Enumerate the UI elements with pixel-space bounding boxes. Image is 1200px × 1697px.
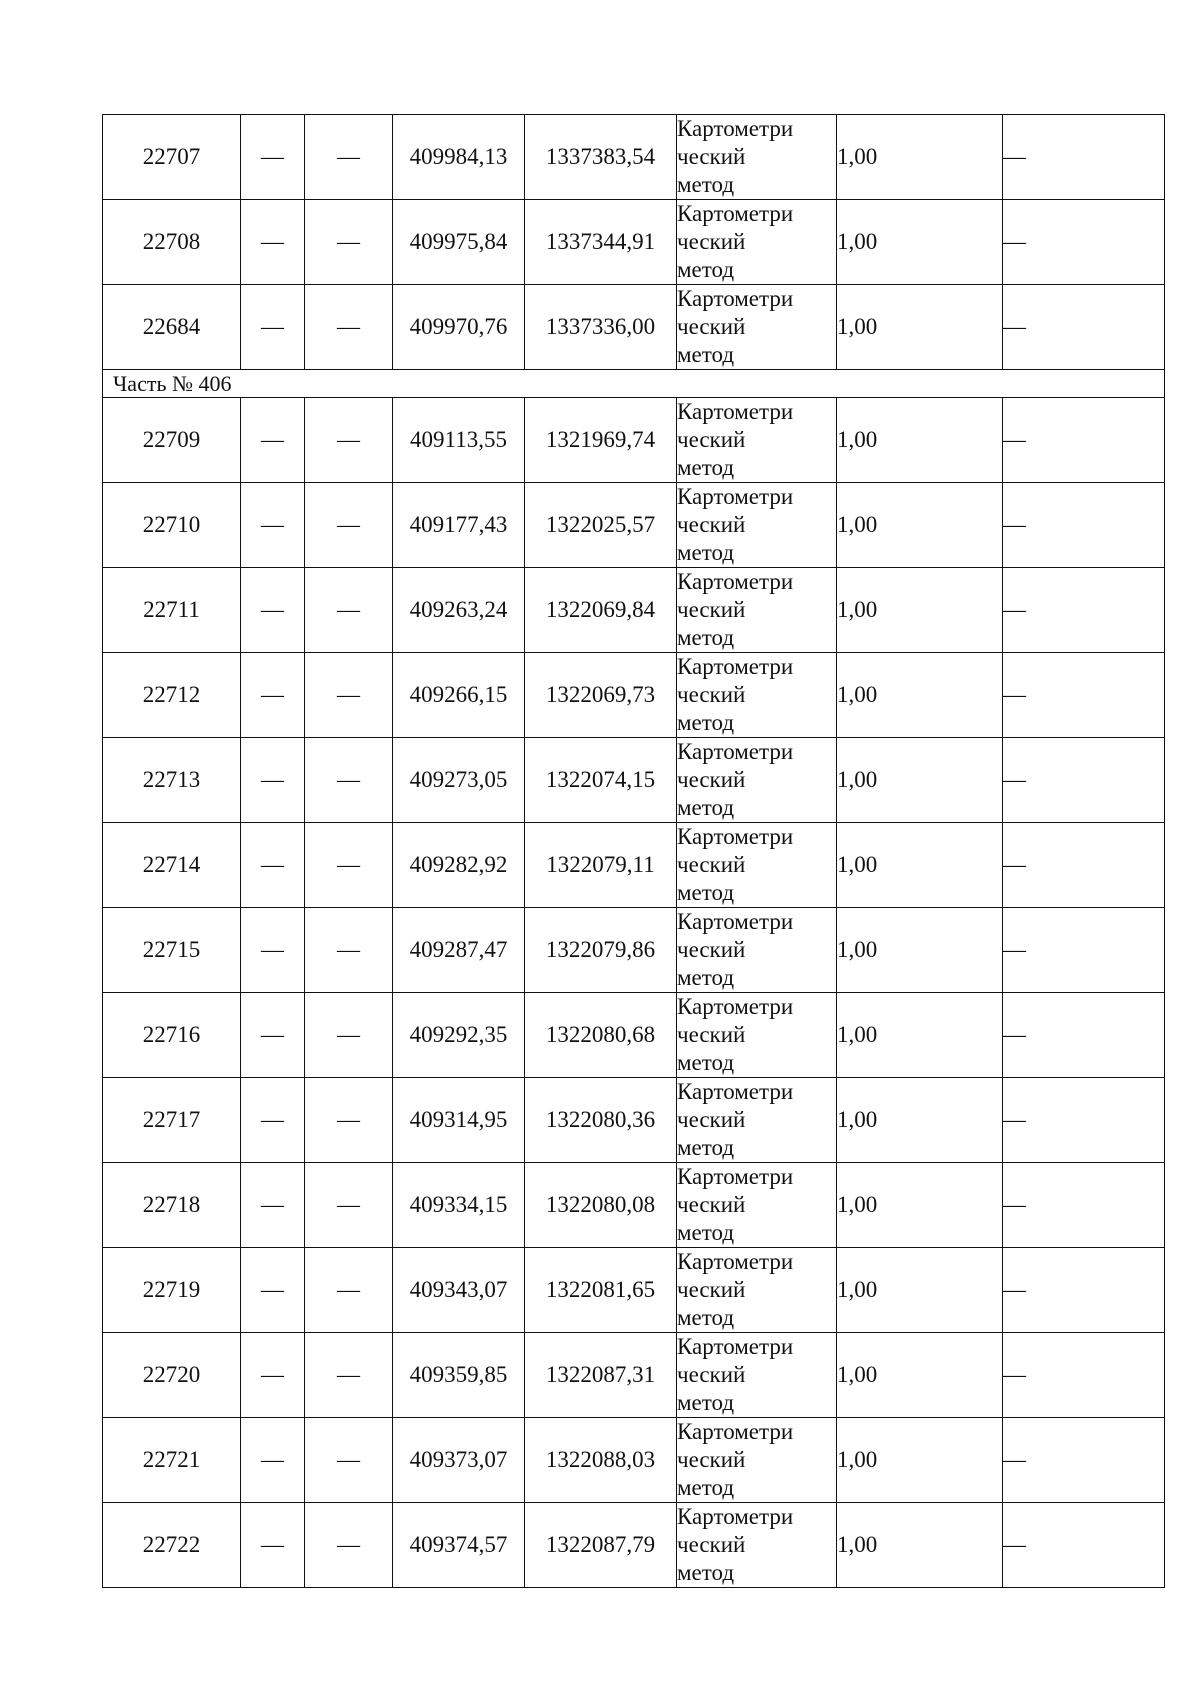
table-row bbox=[103, 483, 1165, 568]
description-cell: — bbox=[1003, 653, 1165, 738]
description-cell: — bbox=[1003, 1163, 1165, 1248]
method-cell bbox=[677, 398, 837, 483]
empty-x-cell: — bbox=[241, 823, 305, 908]
y-coordinate-cell: 1322080,68 bbox=[525, 993, 677, 1078]
method-text-line: метод bbox=[677, 1050, 735, 1075]
method-cell bbox=[677, 823, 837, 908]
x-coordinate-cell: 409266,15 bbox=[393, 653, 525, 738]
description-cell: — bbox=[1003, 1418, 1165, 1503]
method-text-line: ческий bbox=[677, 597, 746, 622]
method-text-line: метод bbox=[677, 625, 735, 650]
accuracy-cell: 1,00 bbox=[837, 993, 1003, 1078]
method-text-line: Картометри bbox=[677, 1249, 794, 1274]
table-row bbox=[103, 1248, 1165, 1333]
table-row bbox=[103, 1163, 1165, 1248]
accuracy-cell: 1,00 bbox=[837, 1078, 1003, 1163]
method-text-line: Картометри bbox=[677, 484, 794, 509]
y-coordinate-cell: 1321969,74 bbox=[525, 398, 677, 483]
section-label: Часть № 406 bbox=[103, 370, 1165, 398]
method-text-line: Картометри bbox=[677, 116, 794, 141]
empty-y-cell: — bbox=[305, 993, 393, 1078]
y-coordinate-cell: 1322069,84 bbox=[525, 568, 677, 653]
table-row bbox=[103, 823, 1165, 908]
method-text-line: метод bbox=[677, 1135, 735, 1160]
method-cell bbox=[677, 483, 837, 568]
empty-y-cell: — bbox=[305, 1333, 393, 1418]
method-text-line: ческий bbox=[677, 512, 746, 537]
accuracy-cell: 1,00 bbox=[837, 115, 1003, 200]
method-text-line: ческий bbox=[677, 314, 746, 339]
method-text-line: ческий bbox=[677, 1107, 746, 1132]
accuracy-cell: 1,00 bbox=[837, 908, 1003, 993]
method-text-line: ческий bbox=[677, 937, 746, 962]
empty-y-cell: — bbox=[305, 483, 393, 568]
description-cell: — bbox=[1003, 908, 1165, 993]
method-text-line: метод bbox=[677, 1220, 735, 1245]
method-text-line: Картометри bbox=[677, 201, 794, 226]
empty-x-cell: — bbox=[241, 483, 305, 568]
accuracy-cell: 1,00 bbox=[837, 285, 1003, 370]
point-number-cell: 22709 bbox=[103, 398, 241, 483]
table-row bbox=[103, 993, 1165, 1078]
section-header-row bbox=[103, 370, 1165, 398]
method-text-line: Картометри bbox=[677, 399, 794, 424]
document-page bbox=[102, 114, 1164, 1588]
empty-x-cell: — bbox=[241, 1333, 305, 1418]
method-cell bbox=[677, 285, 837, 370]
method-cell bbox=[677, 653, 837, 738]
method-cell bbox=[677, 115, 837, 200]
empty-x-cell: — bbox=[241, 285, 305, 370]
empty-x-cell: — bbox=[241, 653, 305, 738]
x-coordinate-cell: 409373,07 bbox=[393, 1418, 525, 1503]
x-coordinate-cell: 409334,15 bbox=[393, 1163, 525, 1248]
x-coordinate-cell: 409343,07 bbox=[393, 1248, 525, 1333]
method-text-line: ческий bbox=[677, 1277, 746, 1302]
table-row bbox=[103, 1333, 1165, 1418]
method-text-line: Картометри bbox=[677, 654, 794, 679]
point-number-cell: 22722 bbox=[103, 1503, 241, 1588]
accuracy-cell: 1,00 bbox=[837, 738, 1003, 823]
method-text-line: метод bbox=[677, 1390, 735, 1415]
empty-y-cell: — bbox=[305, 1418, 393, 1503]
empty-y-cell: — bbox=[305, 1078, 393, 1163]
method-text-line: метод bbox=[677, 540, 735, 565]
method-text-line: ческий bbox=[677, 229, 746, 254]
point-number-cell: 22708 bbox=[103, 200, 241, 285]
empty-x-cell: — bbox=[241, 1078, 305, 1163]
description-cell: — bbox=[1003, 115, 1165, 200]
point-number-cell: 22710 bbox=[103, 483, 241, 568]
empty-y-cell: — bbox=[305, 908, 393, 993]
empty-x-cell: — bbox=[241, 993, 305, 1078]
y-coordinate-cell: 1322074,15 bbox=[525, 738, 677, 823]
y-coordinate-cell: 1322079,86 bbox=[525, 908, 677, 993]
table-row bbox=[103, 653, 1165, 738]
method-text-line: Картометри bbox=[677, 1334, 794, 1359]
method-text-line: ческий bbox=[677, 1362, 746, 1387]
x-coordinate-cell: 409113,55 bbox=[393, 398, 525, 483]
x-coordinate-cell: 409282,92 bbox=[393, 823, 525, 908]
table-row bbox=[103, 1078, 1165, 1163]
point-number-cell: 22714 bbox=[103, 823, 241, 908]
x-coordinate-cell: 409314,95 bbox=[393, 1078, 525, 1163]
y-coordinate-cell: 1337336,00 bbox=[525, 285, 677, 370]
method-cell bbox=[677, 1503, 837, 1588]
table-row bbox=[103, 115, 1165, 200]
method-cell bbox=[677, 200, 837, 285]
y-coordinate-cell: 1322080,36 bbox=[525, 1078, 677, 1163]
accuracy-cell: 1,00 bbox=[837, 1248, 1003, 1333]
description-cell: — bbox=[1003, 568, 1165, 653]
table-row bbox=[103, 285, 1165, 370]
y-coordinate-cell: 1322079,11 bbox=[525, 823, 677, 908]
table-body bbox=[103, 115, 1165, 1588]
method-text-line: ческий bbox=[677, 852, 746, 877]
method-text-line: метод bbox=[677, 1560, 735, 1585]
description-cell: — bbox=[1003, 738, 1165, 823]
empty-x-cell: — bbox=[241, 1418, 305, 1503]
x-coordinate-cell: 409292,35 bbox=[393, 993, 525, 1078]
method-cell bbox=[677, 1163, 837, 1248]
description-cell: — bbox=[1003, 993, 1165, 1078]
method-text-line: Картометри bbox=[677, 994, 794, 1019]
empty-y-cell: — bbox=[305, 653, 393, 738]
empty-y-cell: — bbox=[305, 738, 393, 823]
point-number-cell: 22719 bbox=[103, 1248, 241, 1333]
method-cell bbox=[677, 568, 837, 653]
method-text-line: ческий bbox=[677, 1192, 746, 1217]
x-coordinate-cell: 409273,05 bbox=[393, 738, 525, 823]
empty-y-cell: — bbox=[305, 398, 393, 483]
method-text-line: метод bbox=[677, 342, 735, 367]
x-coordinate-cell: 409287,47 bbox=[393, 908, 525, 993]
empty-x-cell: — bbox=[241, 568, 305, 653]
empty-y-cell: — bbox=[305, 1163, 393, 1248]
method-text-line: метод bbox=[677, 455, 735, 480]
point-number-cell: 22717 bbox=[103, 1078, 241, 1163]
y-coordinate-cell: 1322069,73 bbox=[525, 653, 677, 738]
accuracy-cell: 1,00 bbox=[837, 483, 1003, 568]
y-coordinate-cell: 1322087,31 bbox=[525, 1333, 677, 1418]
empty-y-cell: — bbox=[305, 823, 393, 908]
accuracy-cell: 1,00 bbox=[837, 1418, 1003, 1503]
method-text-line: Картометри bbox=[677, 1504, 794, 1529]
description-cell: — bbox=[1003, 1503, 1165, 1588]
method-cell bbox=[677, 908, 837, 993]
method-text-line: метод bbox=[677, 795, 735, 820]
method-cell bbox=[677, 738, 837, 823]
y-coordinate-cell: 1322081,65 bbox=[525, 1248, 677, 1333]
table-row bbox=[103, 200, 1165, 285]
y-coordinate-cell: 1337383,54 bbox=[525, 115, 677, 200]
description-cell: — bbox=[1003, 1333, 1165, 1418]
method-text-line: Картометри bbox=[677, 286, 794, 311]
table-row bbox=[103, 1503, 1165, 1588]
y-coordinate-cell: 1322087,79 bbox=[525, 1503, 677, 1588]
x-coordinate-cell: 409970,76 bbox=[393, 285, 525, 370]
empty-x-cell: — bbox=[241, 738, 305, 823]
method-text-line: Картометри bbox=[677, 1419, 794, 1444]
empty-y-cell: — bbox=[305, 115, 393, 200]
accuracy-cell: 1,00 bbox=[837, 568, 1003, 653]
method-text-line: Картометри bbox=[677, 824, 794, 849]
empty-x-cell: — bbox=[241, 200, 305, 285]
method-text-line: ческий bbox=[677, 1022, 746, 1047]
empty-x-cell: — bbox=[241, 1163, 305, 1248]
method-text-line: ческий bbox=[677, 767, 746, 792]
empty-y-cell: — bbox=[305, 285, 393, 370]
y-coordinate-cell: 1322080,08 bbox=[525, 1163, 677, 1248]
description-cell: — bbox=[1003, 200, 1165, 285]
table-row bbox=[103, 568, 1165, 653]
method-cell bbox=[677, 1078, 837, 1163]
accuracy-cell: 1,00 bbox=[837, 1503, 1003, 1588]
method-text-line: метод bbox=[677, 1305, 735, 1330]
description-cell: — bbox=[1003, 823, 1165, 908]
table-row bbox=[103, 398, 1165, 483]
x-coordinate-cell: 409177,43 bbox=[393, 483, 525, 568]
accuracy-cell: 1,00 bbox=[837, 823, 1003, 908]
accuracy-cell: 1,00 bbox=[837, 653, 1003, 738]
point-number-cell: 22707 bbox=[103, 115, 241, 200]
point-number-cell: 22711 bbox=[103, 568, 241, 653]
method-text-line: метод bbox=[677, 965, 735, 990]
method-text-line: ческий bbox=[677, 1447, 746, 1472]
method-text-line: Картометри bbox=[677, 569, 794, 594]
method-text-line: Картометри bbox=[677, 1164, 794, 1189]
empty-y-cell: — bbox=[305, 1248, 393, 1333]
x-coordinate-cell: 409374,57 bbox=[393, 1503, 525, 1588]
table-row bbox=[103, 1418, 1165, 1503]
description-cell: — bbox=[1003, 1248, 1165, 1333]
accuracy-cell: 1,00 bbox=[837, 1333, 1003, 1418]
x-coordinate-cell: 409975,84 bbox=[393, 200, 525, 285]
coordinates-table bbox=[102, 114, 1165, 1588]
empty-x-cell: — bbox=[241, 398, 305, 483]
method-text-line: метод bbox=[677, 880, 735, 905]
method-text-line: ческий bbox=[677, 682, 746, 707]
table-row bbox=[103, 738, 1165, 823]
method-text-line: Картометри bbox=[677, 1079, 794, 1104]
accuracy-cell: 1,00 bbox=[837, 398, 1003, 483]
point-number-cell: 22712 bbox=[103, 653, 241, 738]
description-cell: — bbox=[1003, 483, 1165, 568]
point-number-cell: 22721 bbox=[103, 1418, 241, 1503]
empty-x-cell: — bbox=[241, 1248, 305, 1333]
method-text-line: Картометри bbox=[677, 739, 794, 764]
y-coordinate-cell: 1337344,91 bbox=[525, 200, 677, 285]
accuracy-cell: 1,00 bbox=[837, 200, 1003, 285]
method-text-line: ческий bbox=[677, 1532, 746, 1557]
empty-y-cell: — bbox=[305, 1503, 393, 1588]
description-cell: — bbox=[1003, 285, 1165, 370]
method-cell bbox=[677, 1333, 837, 1418]
empty-x-cell: — bbox=[241, 908, 305, 993]
x-coordinate-cell: 409984,13 bbox=[393, 115, 525, 200]
empty-x-cell: — bbox=[241, 1503, 305, 1588]
y-coordinate-cell: 1322088,03 bbox=[525, 1418, 677, 1503]
method-text-line: Картометри bbox=[677, 909, 794, 934]
point-number-cell: 22718 bbox=[103, 1163, 241, 1248]
method-text-line: ческий bbox=[677, 144, 746, 169]
description-cell: — bbox=[1003, 398, 1165, 483]
point-number-cell: 22720 bbox=[103, 1333, 241, 1418]
table-row bbox=[103, 908, 1165, 993]
x-coordinate-cell: 409359,85 bbox=[393, 1333, 525, 1418]
method-cell bbox=[677, 993, 837, 1078]
method-cell bbox=[677, 1418, 837, 1503]
method-text-line: ческий bbox=[677, 427, 746, 452]
x-coordinate-cell: 409263,24 bbox=[393, 568, 525, 653]
method-text-line: метод bbox=[677, 1475, 735, 1500]
point-number-cell: 22716 bbox=[103, 993, 241, 1078]
method-text-line: метод bbox=[677, 710, 735, 735]
y-coordinate-cell: 1322025,57 bbox=[525, 483, 677, 568]
empty-y-cell: — bbox=[305, 200, 393, 285]
point-number-cell: 22684 bbox=[103, 285, 241, 370]
description-cell: — bbox=[1003, 1078, 1165, 1163]
empty-x-cell: — bbox=[241, 115, 305, 200]
method-text-line: метод bbox=[677, 257, 735, 282]
point-number-cell: 22713 bbox=[103, 738, 241, 823]
method-text-line: метод bbox=[677, 172, 735, 197]
point-number-cell: 22715 bbox=[103, 908, 241, 993]
empty-y-cell: — bbox=[305, 568, 393, 653]
accuracy-cell: 1,00 bbox=[837, 1163, 1003, 1248]
method-cell bbox=[677, 1248, 837, 1333]
